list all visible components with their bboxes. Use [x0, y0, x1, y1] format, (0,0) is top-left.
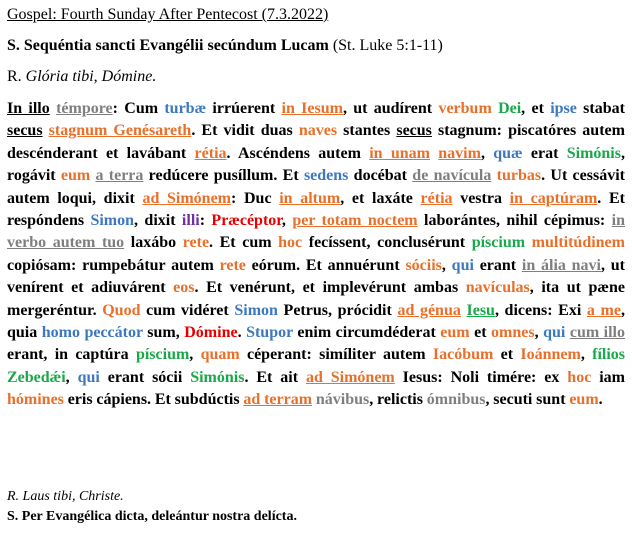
- highlighted-phrase: hómines: [7, 391, 64, 409]
- response-laus: R. Laus tibi, Christe.: [7, 489, 124, 504]
- highlighted-phrase: ad terram: [243, 391, 313, 409]
- highlighted-phrase: quam: [200, 346, 240, 364]
- highlighted-phrase: Simónis: [190, 368, 245, 386]
- highlighted-phrase: naves: [298, 122, 338, 140]
- highlighted-phrase: in captúram: [509, 189, 598, 207]
- highlighted-phrase: fílios Zebedǽi: [7, 346, 625, 386]
- gospel-text: In illo témpore: Cum turbæ irrúerent in Iesum, ut audírent verbum Dei, et ipse stabat secus stagnum Genésareth. Et vidit duas naves stantes secus stagnum: piscatóres autem descénderant et lavábant rétia. Ascéndens autem in unam navim, quæ erat Simónis, rogávit eum a terra redúcere pusíllum. Et sedens docébat de navícula turbas. Ut cessávit autem loqui, dixit ad Simónem: Duc in altum, et laxáte rétia vestra in captúram. Et respóndens Simon, dixit illi: Præcéptor, per totam noctem laborántes, nihil cépimus: in verbo autem tuo laxábo rete. Et cum hoc fecíssent, conclusérunt píscium multitúdinem copiósam: rumpebátur autem rete eórum. Et annuérunt sóciis, qui erant in ália navi, ut venírent et adiuvárent eos. Et venérunt, et implevérunt ambas navículas, ita ut pæne mergeréntur. Quod cum vidéret Simon Petrus, prócidit ad génua Iesu, dicens: Exi a me, quia homo peccátor sum, Dómine. Stupor enim circumdéderat eum et omnes, qui cum illo erant, in captúra píscium, quam céperant: simíliter autem Iacóbum et Ioánnem, fílios Zebedǽi, qui erant sócii Simónis. Et ait ad Simónem Iesus: Noli timére: ex hoc iam hómines eris cápiens. Et subdúctis ad terram návibus, relictis ómnibus, secuti sunt eum.: [7, 100, 626, 409]
- highlighted-phrase: návibus: [315, 391, 370, 409]
- highlighted-phrase: secus: [7, 122, 43, 140]
- response-gloria: [7, 67, 625, 86]
- highlighted-phrase: multitúdinem: [531, 234, 625, 252]
- highlighted-phrase: in altum: [279, 189, 341, 207]
- highlighted-phrase: a me: [586, 301, 621, 319]
- highlighted-phrase: hoc: [567, 368, 592, 386]
- highlighted-phrase: rete: [182, 234, 210, 252]
- closing-block: [7, 487, 297, 527]
- highlighted-phrase: eum: [569, 391, 599, 409]
- highlighted-phrase: navículas: [465, 279, 530, 297]
- highlighted-phrase: per totam noctem: [292, 212, 418, 230]
- highlighted-phrase: navim: [438, 144, 481, 162]
- highlighted-phrase: píscium: [471, 234, 526, 252]
- highlighted-phrase: eum: [60, 167, 91, 185]
- highlighted-phrase: in ália navi: [521, 256, 602, 274]
- highlighted-phrase: sedens: [303, 167, 349, 185]
- highlighted-phrase: Stupor: [246, 324, 293, 342]
- highlighted-phrase: turbas: [496, 167, 542, 185]
- highlighted-phrase: rete: [219, 256, 246, 274]
- highlighted-phrase: homo peccátor: [41, 324, 143, 342]
- gospel-document: [7, 5, 626, 524]
- highlighted-phrase: ómnibus: [426, 391, 486, 409]
- highlighted-phrase: témpore: [56, 100, 113, 117]
- highlighted-phrase: ad Simónem: [142, 189, 232, 207]
- gospel-citation: (St. Luke 5:1-11): [332, 37, 443, 54]
- highlighted-phrase: qui: [77, 368, 100, 386]
- highlighted-phrase: omnes: [491, 324, 535, 342]
- highlighted-phrase: Quod: [102, 301, 141, 319]
- highlighted-phrase: rétia: [194, 144, 227, 162]
- gospel-incipit: S. Sequéntia sancti Evangélii secúndum Lucam: [7, 37, 329, 54]
- highlighted-phrase: eum: [440, 324, 470, 342]
- highlighted-phrase: rétia: [420, 189, 453, 207]
- highlighted-phrase: ad génua: [397, 301, 461, 319]
- highlighted-phrase: Dei: [498, 100, 522, 117]
- highlighted-phrase: qui: [543, 324, 566, 342]
- highlighted-phrase: Præcéptor: [211, 212, 282, 230]
- gospel-reference: [7, 36, 625, 55]
- highlighted-phrase: Simon: [234, 301, 278, 319]
- closing-prayer: S. Per Evangélica dicta, deleántur nostra delícta.: [7, 509, 297, 524]
- highlighted-phrase: verbum: [438, 100, 492, 117]
- highlighted-phrase: Simon: [90, 212, 135, 230]
- highlighted-phrase: secus: [396, 122, 432, 140]
- highlighted-phrase: Ioánnem: [520, 346, 581, 364]
- highlighted-phrase: in verbo autem tuo: [7, 212, 625, 252]
- highlighted-phrase: In illo: [7, 100, 50, 117]
- highlighted-phrase: ad Simónem: [305, 368, 395, 386]
- highlighted-phrase: in unam: [369, 144, 430, 162]
- highlighted-phrase: turbæ: [164, 100, 207, 117]
- highlighted-phrase: Iesu: [466, 301, 495, 319]
- highlighted-phrase: de navícula: [412, 167, 492, 185]
- highlighted-phrase: Dómine: [184, 324, 238, 342]
- highlighted-phrase: Iacóbum: [432, 346, 494, 364]
- highlighted-phrase: eos: [173, 279, 195, 297]
- highlighted-phrase: quæ: [493, 144, 523, 162]
- highlighted-phrase: ipse: [550, 100, 577, 117]
- highlighted-phrase: hoc: [278, 234, 303, 252]
- response-gloria-text: Glória tibi, Dómine.: [25, 68, 157, 85]
- highlighted-phrase: stagnum Genésareth: [48, 122, 192, 140]
- highlighted-phrase: Simónis: [566, 144, 621, 162]
- highlighted-phrase: cum illo: [569, 324, 625, 342]
- highlighted-phrase: sóciis: [405, 256, 442, 274]
- document-title: Gospel: Fourth Sunday After Pentecost (7.3.2022): [7, 6, 329, 23]
- highlighted-phrase: píscium: [135, 346, 190, 364]
- response-prefix: R.: [7, 68, 22, 85]
- highlighted-phrase: in Iesum: [281, 100, 343, 117]
- highlighted-phrase: qui: [451, 256, 474, 274]
- highlighted-phrase: a terra: [95, 167, 144, 185]
- highlighted-phrase: illi: [181, 212, 200, 230]
